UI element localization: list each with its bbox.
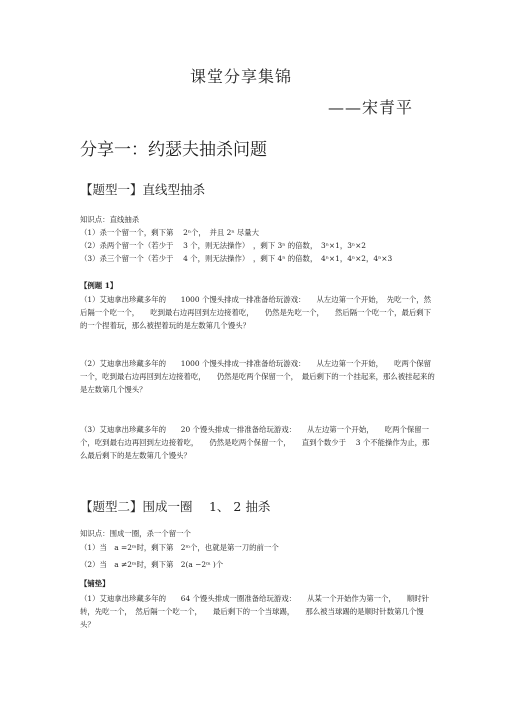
author-line: ——宋青平 [328,98,414,117]
type2-knowledge: 知识点：围成一圈，杀一个留一个 [80,529,191,538]
type1-rule-3: （3）杀三个留一个（若少于 4 个，则无法操作） ，剩下 4ⁿ 的倍数， 4ⁿ×1，4ⁿ×2，4ⁿ×3 [80,254,393,263]
type1-rule-2: （2）杀两个留一个（若少于 3 个，则无法操作） ，剩下 3ⁿ 的倍数， 3ⁿ×1，3ⁿ×2 [80,241,367,250]
type2-example-label: 【铺垫】 [80,579,110,588]
type2-rule-1: （1）当 a =2ᵐ时，剩下第 2ᵐ个，也就是第一刀的前一个 [80,543,279,552]
page-title: 课堂分享集锦 [190,67,293,86]
type1-example-para-2: （2）艾迪拿出珍藏多年的 1000 个馒头排成一排准备给玩游戏： 从左边第一个开始， 吃两个保留一个，吃到最右边再回到左边接着吃， 仍然是吃两个保留一个， 最后剩下的一个挂起来，那么被挂起来的是左数第几个馒头？ [80,359,435,394]
type1-example-label: 【例题 1】 [80,281,118,290]
share-heading: 分享一：约瑟夫抽杀问题 [80,140,267,160]
type1-rule-1: （1）杀一个留一个，剩下第 2ⁿ个， 并且 2ⁿ 尽量大 [80,228,260,237]
type1-example-para-3: （3）艾迪拿出珍藏多年的 20 个馒头排成一排准备给玩游戏： 从左边第一个开始， 吃两个保留一个，吃到最右边再回到左边接着吃， 仍然是吃两个保留一个， 直到个数少于 3 个不能操作为止，那么最后剩下的是左数第几个馒头？ [80,425,430,460]
type1-example-para-1: （1）艾迪拿出珍藏多年的 1000 个馒头排成一排准备给玩游戏： 从左边第一个开始， 先吃一个，然后隔一个吃一个， 吃到最右边再回到左边接着吃， 仍然是先吃一个， 然后隔一个吃一个，最后剩下的一个捏着玩，那么被捏着玩的是左数第几个馒头？ [80,295,432,330]
type2-heading: 【题型二】围成一圈 1、 2 抽杀 [80,499,271,514]
type2-rule-2: （2）当 a ≠2ᵐ时，剩下第 2(a −2ᵐ )个 [80,560,224,569]
type1-knowledge: 知识点：直线抽杀 [80,215,140,224]
type2-example-para: （1）艾迪拿出珍藏多年的 64 个馒头排成一圈准备给玩游戏： 从某一个开始作为第一个， 顺时针转，先吃一个， 然后隔一个吃一个， 最后剩下的一个当球踢， 那么被当球踢的是顺时针数第几个馒头？ [80,594,430,629]
type1-heading: 【题型一】直线型抽杀 [80,182,206,197]
